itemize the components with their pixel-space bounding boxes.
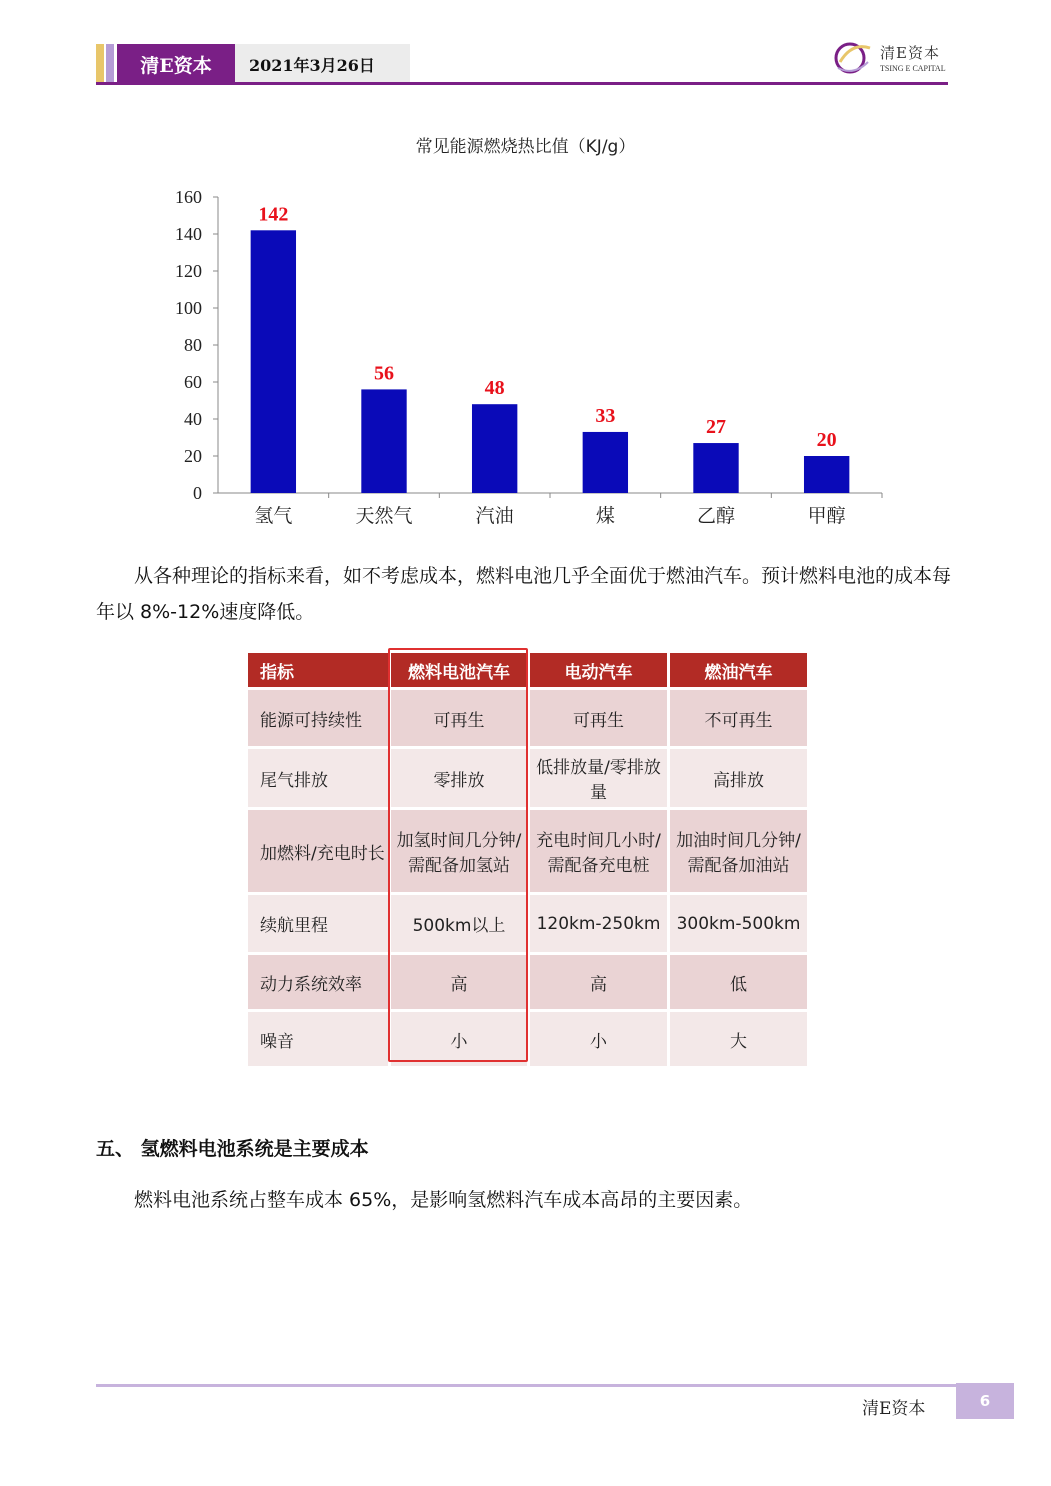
table-cell: 零排放 bbox=[391, 749, 527, 807]
data-label: 142 bbox=[258, 203, 289, 226]
data-label: 48 bbox=[484, 377, 505, 400]
bar bbox=[583, 432, 628, 493]
table-cell: 可再生 bbox=[391, 690, 527, 746]
x-tick-label: 乙醇 bbox=[696, 505, 736, 527]
y-tick-label: 80 bbox=[184, 335, 202, 355]
footer-rule bbox=[96, 1384, 956, 1387]
section-title: 五、 氢燃料电池系统是主要成本 bbox=[96, 1138, 369, 1160]
table-cell: 300km-500km bbox=[670, 895, 807, 952]
table-header-cell: 燃油汽车 bbox=[670, 653, 807, 687]
header-accent-yellow bbox=[96, 44, 104, 84]
table-cell: 高排放 bbox=[670, 749, 807, 807]
table-row bbox=[248, 1012, 807, 1066]
x-tick-label: 氢气 bbox=[254, 505, 293, 527]
table-cell: 可再生 bbox=[530, 690, 667, 746]
chart-title: 常见能源燃烧热比值（KJ/g） bbox=[415, 137, 636, 157]
data-label: 20 bbox=[816, 429, 837, 451]
table-header-cell: 指标 bbox=[248, 653, 388, 687]
data-label: 33 bbox=[595, 404, 616, 427]
table-cell: 高 bbox=[530, 955, 667, 1009]
x-tick-label: 煤 bbox=[595, 505, 615, 527]
logo-subtext: TSING E CAPITAL bbox=[880, 64, 946, 73]
y-tick-label: 120 bbox=[175, 261, 202, 281]
bar bbox=[251, 230, 296, 493]
page-number: 6 bbox=[956, 1383, 1014, 1419]
table-cell: 续航里程 bbox=[248, 895, 388, 952]
table-row bbox=[248, 810, 807, 892]
header-rule bbox=[96, 82, 948, 85]
y-tick-label: 40 bbox=[184, 409, 202, 429]
bar bbox=[693, 443, 738, 493]
y-tick-label: 0 bbox=[193, 483, 202, 503]
table-cell: 大 bbox=[670, 1012, 807, 1066]
table-row bbox=[248, 895, 807, 952]
bar bbox=[804, 456, 849, 493]
bar bbox=[472, 404, 517, 493]
table-cell: 动力系统效率 bbox=[248, 955, 388, 1009]
table-row bbox=[248, 749, 807, 807]
header-brand: 清E资本 bbox=[117, 44, 235, 84]
header-date: 2021年3月26日 bbox=[235, 44, 410, 84]
table-row bbox=[248, 955, 807, 1009]
header-accent-lavender bbox=[106, 44, 114, 84]
data-label: 56 bbox=[374, 362, 394, 385]
y-tick-label: 100 bbox=[175, 298, 202, 318]
footer-brand: 清E资本 bbox=[862, 1399, 926, 1419]
logo-text: 清E资本 bbox=[880, 44, 940, 62]
comparison-table bbox=[245, 650, 810, 1069]
table-cell: 低 bbox=[670, 955, 807, 1009]
paragraph-comparison: 从各种理论的指标来看，如不考虑成本，燃料电池几乎全面优于燃油汽车。预计燃料电池的成本每年以 8%-12%速度降低。 bbox=[96, 565, 952, 623]
bar bbox=[361, 389, 406, 493]
table-cell: 小 bbox=[530, 1012, 667, 1066]
x-tick-label: 汽油 bbox=[475, 505, 514, 527]
table-header-cell: 电动汽车 bbox=[530, 653, 667, 687]
table-cell: 加氢时间几分钟/需配备加氢站 bbox=[391, 810, 527, 892]
table-cell: 低排放量/零排放量 bbox=[530, 749, 667, 807]
table-row bbox=[248, 690, 807, 746]
bar-chart bbox=[150, 180, 910, 530]
table-cell: 500km以上 bbox=[391, 895, 527, 952]
table-cell: 尾气排放 bbox=[248, 749, 388, 807]
data-label: 27 bbox=[706, 416, 726, 439]
table-cell: 充电时间几小时/需配备充电桩 bbox=[530, 810, 667, 892]
x-tick-label: 天然气 bbox=[355, 505, 413, 527]
table-cell: 小 bbox=[391, 1012, 527, 1066]
y-tick-label: 20 bbox=[184, 446, 202, 466]
paragraph-cost: 燃料电池系统占整车成本 65%，是影响氢燃料汽车成本高昂的主要因素。 bbox=[134, 1189, 753, 1211]
table-cell: 噪音 bbox=[248, 1012, 388, 1066]
table-cell: 加燃料/充电时长 bbox=[248, 810, 388, 892]
table-cell: 高 bbox=[391, 955, 527, 1009]
x-tick-label: 甲醇 bbox=[807, 505, 846, 527]
table-cell: 120km-250km bbox=[530, 895, 667, 952]
y-tick-label: 140 bbox=[175, 224, 202, 244]
table-cell: 能源可持续性 bbox=[248, 690, 388, 746]
y-tick-label: 160 bbox=[175, 187, 202, 207]
table-cell: 不可再生 bbox=[670, 690, 807, 746]
table-cell: 加油时间几分钟/需配备加油站 bbox=[670, 810, 807, 892]
table-header-cell: 燃料电池汽车 bbox=[391, 653, 527, 687]
y-tick-label: 60 bbox=[184, 372, 202, 392]
